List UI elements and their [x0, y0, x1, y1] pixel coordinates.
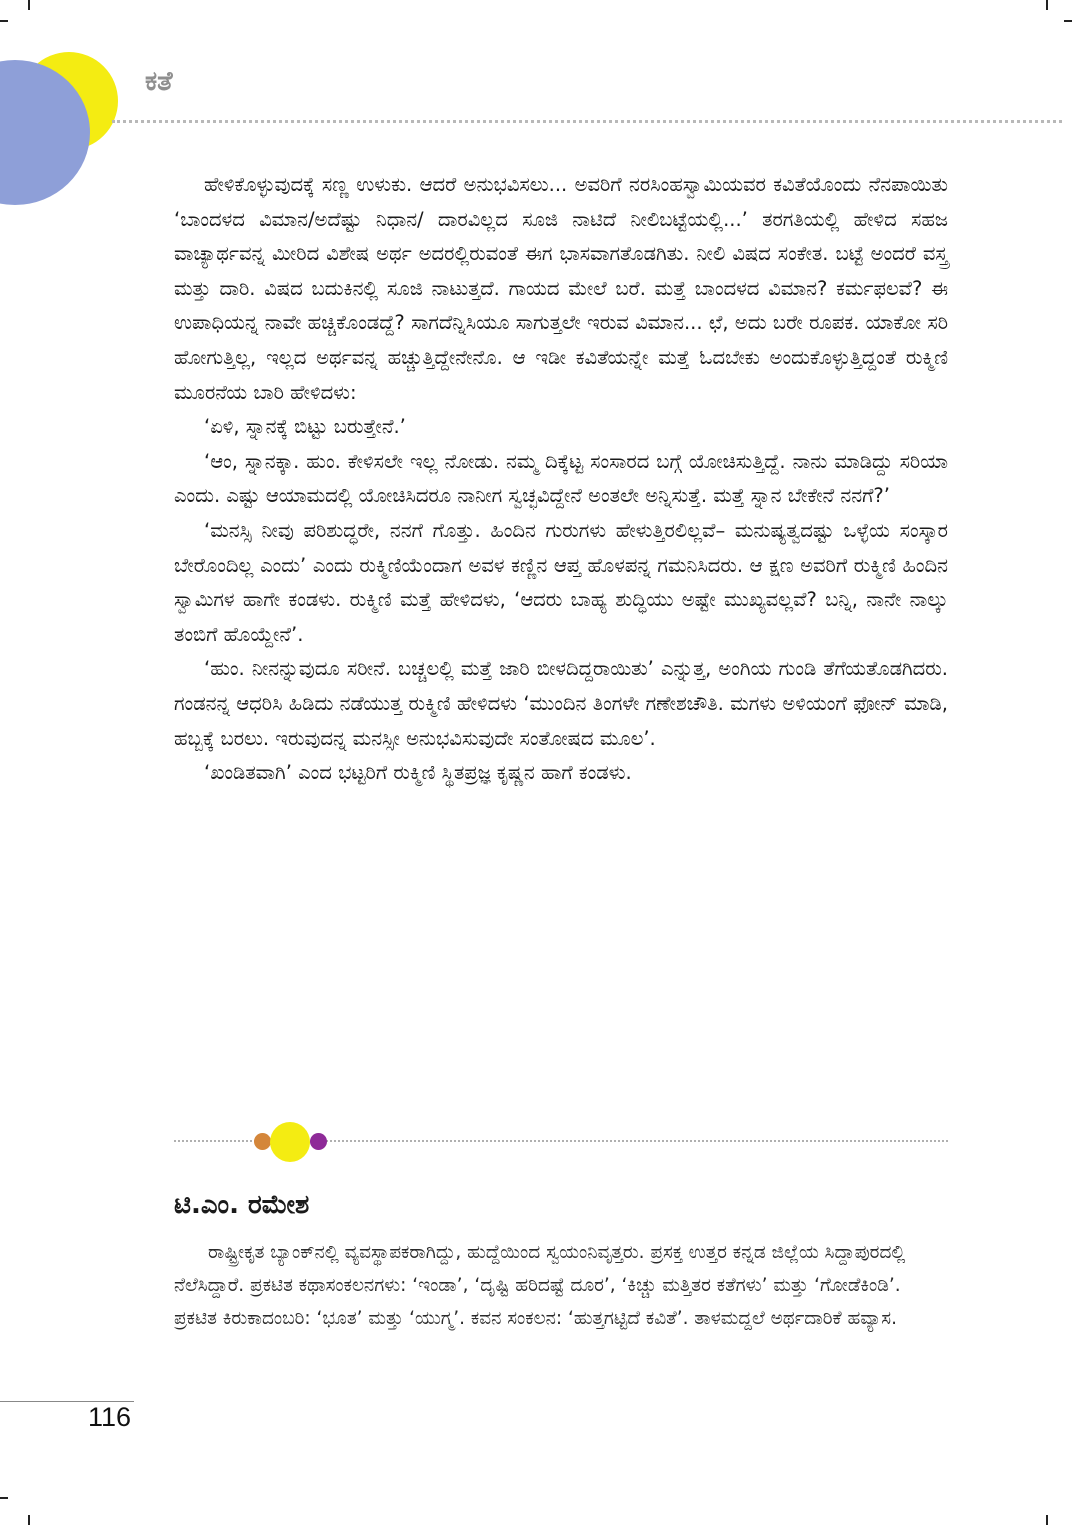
crop-mark-bottom-left [28, 1515, 30, 1525]
divider-orange-dot [254, 1133, 271, 1150]
divider-purple-dot [310, 1133, 327, 1150]
story-body [174, 168, 948, 791]
crop-mark-bottom-right [1046, 1515, 1048, 1525]
story-paragraph: ‘ಹುಂ. ನೀನನ್ನುವುದೂ ಸರೀನೆ. ಬಚ್ಚಲಲ್ಲಿ ಮತ್ತೆ ಜಾರಿ ಬೀಳದಿದ್ದರಾಯಿತು’ ಎನ್ನುತ್ತ, ಅಂಗಿಯ ಗುಂಡಿ ತೆಗೆಯತೊಡಗಿದರು. ಗಂಡನನ್ನ ಆಧರಿಸಿ ಹಿಡಿದು ನಡೆಯುತ್ತ ರುಕ್ಮಿಣಿ ಹೇಳಿದಳು ‘ಮುಂದಿನ ತಿಂಗಳೇ ಗಣೇಶಚೌತಿ. ಮಗಳು ಅಳಿಯಂಗೆ ಫೋನ್ ಮಾಡಿ, ಹಬ್ಬಕ್ಕೆ ಬರಲು. ಇರುವುದನ್ನ ಮನಸ್ಸೀ ಅನುಭವಿಸುವುದೇ ಸಂತೋಷದ ಮೂಲ’. [174, 657, 948, 750]
author-name: ಟಿ.ಎಂ. ರಮೇಶ [174, 1190, 310, 1220]
story-paragraph: ‘ಮನಸ್ಸಿ ನೀವು ಪರಿಶುದ್ಧರೇ, ನನಗೆ ಗೊತ್ತು. ಹಿಂದಿನ ಗುರುಗಳು ಹೇಳುತ್ತಿರಲಿಲ್ಲವೆ– ಮನುಷ್ಯತ್ವದಷ್ಟು ಒಳ್ಳೆಯ ಸಂಸ್ಕಾರ ಬೇರೊಂದಿಲ್ಲ ಎಂದು’ ಎಂದು ರುಕ್ಮಿಣಿಯೆಂದಾಗ ಅವಳ ಕಣ್ಣಿನ ಆಪ್ತ ಹೊಳಪನ್ನ ಗಮನಿಸಿದರು. ಆ ಕ್ಷಣ ಅವರಿಗೆ ರುಕ್ಮಿಣಿ ಹಿಂದಿನ ಸ್ವಾಮಿಗಳ ಹಾಗೇ ಕಂಡಳು. ರುಕ್ಮಿಣಿ ಮತ್ತೆ ಹೇಳಿದಳು, ‘ಆದರು ಬಾಹ್ಯ ಶುದ್ಧಿಯು ಅಷ್ಟೇ ಮುಖ್ಯವಲ್ಲವೆ? ಬನ್ನಿ, ನಾನೇ ನಾಲ್ಕು ತಂಬಿಗೆ ಹೊಯ್ದೇನೆ’. [174, 518, 948, 646]
author-bio [174, 1236, 934, 1335]
story-paragraph: ‘ಖಂಡಿತವಾಗಿ’ ಎಂದ ಭಟ್ಟರಿಗೆ ರುಕ್ಮಿಣಿ ಸ್ಥಿತಪ್ರಜ್ಞ ಕೃಷ್ಣನ ಹಾಗೆ ಕಂಡಳು. [204, 761, 632, 785]
crop-mark-left-upper [0, 20, 8, 22]
story-paragraph: ‘ಏಳಿ, ಸ್ನಾನಕ್ಕೆ ಬಿಟ್ಟು ಬರುತ್ತೇನೆ.’ [204, 415, 406, 439]
crop-mark-left-lower [0, 1497, 8, 1499]
crop-mark-right-upper [1064, 20, 1072, 22]
crop-mark-top-right [1046, 0, 1048, 10]
header-dotted-rule [112, 120, 1062, 123]
divider-yellow-dot [270, 1122, 310, 1162]
story-paragraph: ಹೇಳಿಕೊಳ್ಳುವುದಕ್ಕೆ ಸಣ್ಣ ಉಳುಕು. ಆದರೆ ಅನುಭವಿಸಲು... ಅವರಿಗೆ ನರಸಿಂಹಸ್ವಾಮಿಯವರ ಕವಿತೆಯೊಂದು ನೆನಪಾಯಿತು ‘ಬಾಂದಳದ ವಿಮಾನ/ಅದೆಷ್ಟು ನಿಧಾನ/ ದಾರವಿಲ್ಲದ ಸೂಜಿ ನಾಟಿದೆ ನೀಲಿಬಟ್ಟೆಯಲ್ಲಿ...’ ತರಗತಿಯಲ್ಲಿ ಹೇಳಿದ ಸಹಜ ವಾಚ್ಯಾರ್ಥವನ್ನ ಮೀರಿದ ವಿಶೇಷ ಅರ್ಥ ಅದರಲ್ಲಿರುವಂತೆ ಈಗ ಭಾಸವಾಗತೊಡಗಿತು. ನೀಲಿ ವಿಷದ ಸಂಕೇತ. ಬಟ್ಟೆ ಅಂದರೆ ವಸ್ತ್ರ ಮತ್ತು ದಾರಿ. ವಿಷದ ಬದುಕಿನಲ್ಲಿ ಸೂಜಿ ನಾಟುತ್ತದೆ. ಗಾಯದ ಮೇಲೆ ಬರೆ. ಮತ್ತೆ ಬಾಂದಳದ ವಿಮಾನ? ಕರ್ಮಫಲವೆ? ಈ ಉಪಾಧಿಯನ್ನ ನಾವೇ ಹಚ್ಚಿಕೊಂಡದ್ದೆ? ಸಾಗದೆನ್ನಿಸಿಯೂ ಸಾಗುತ್ತಲೇ ಇರುವ ವಿಮಾನ... ಛೆ, ಅದು ಬರೇ ರೂಪಕ. ಯಾಕೋ ಸರಿ ಹೋಗುತ್ತಿಲ್ಲ, ಇಲ್ಲದ ಅರ್ಥವನ್ನ ಹಚ್ಚುತ್ತಿದ್ದೇನೇನೊ. ಆ ಇಡೀ ಕವಿತೆಯನ್ನೇ ಮತ್ತೆ ಓದಬೇಕು ಅಂದುಕೊಳ್ಳುತ್ತಿದ್ದಂತೆ ರುಕ್ಮಿಣಿ ಮೂರನೆಯ ಬಾರಿ ಹೇಳಿದಳು: [174, 173, 948, 404]
section-label: ಕತೆ [145, 66, 173, 97]
author-bio-text: ರಾಷ್ಟ್ರೀಕೃತ ಬ್ಯಾಂಕ್‌ನಲ್ಲಿ ವ್ಯವಸ್ಥಾಪಕರಾಗಿದ್ದು, ಹುದ್ದೆಯಿಂದ ಸ್ವಯಂನಿವೃತ್ತರು. ಪ್ರಸಕ್ತ ಉತ್ತರ ಕನ್ನಡ ಜಿಲ್ಲೆಯ ಸಿದ್ದಾಪುರದಲ್ಲಿ ನೆಲೆಸಿದ್ದಾರೆ. ಪ್ರಕಟಿತ ಕಥಾಸಂಕಲನಗಳು: ‘ಇಂಡಾ’, ‘ದೃಷ್ಟಿ ಹರಿದಷ್ಟೆ ದೂರ’, ‘ಕಿಚ್ಚು ಮತ್ತಿತರ ಕತೆಗಳು’ ಮತ್ತು ‘ಗೋಡೆಕಿಂಡಿ’. ಪ್ರಕಟಿತ ಕಿರುಕಾದಂಬರಿ: ‘ಭೂತ’ ಮತ್ತು ‘ಯುಗ್ಮ’. ಕವನ ಸಂಕಲನ: ‘ಹುತ್ತಗಟ್ಟಿದೆ ಕವಿತೆ’. ತಾಳಮದ್ದಲೆ ಅರ್ಥದಾರಿಕೆ ಹವ್ಯಾಸ. [174, 1242, 906, 1329]
page-number: 116 [88, 1402, 132, 1432]
crop-mark-top-left [28, 0, 30, 10]
story-paragraph: ‘ಆಂ, ಸ್ನಾನಕ್ಕಾ. ಹುಂ. ಕೇಳಿಸಲೇ ಇಲ್ಲ ನೋಡು. ನಮ್ಮ ದಿಕ್ಕೆಟ್ಟ ಸಂಸಾರದ ಬಗ್ಗೆ ಯೋಚಿಸುತ್ತಿದ್ದೆ. ನಾನು ಮಾಡಿದ್ದು ಸರಿಯಾ ಎಂದು. ಎಷ್ಟು ಆಯಾಮದಲ್ಲಿ ಯೋಚಿಸಿದರೂ ನಾನೀಗ ಸ್ವಚ್ಛವಿದ್ದೇನೆ ಅಂತಲೇ ಅನ್ನಿಸುತ್ತೆ. ಮತ್ತೆ ಸ್ನಾನ ಬೇಕೇನೆ ನನಗೆ?’ [174, 449, 948, 508]
